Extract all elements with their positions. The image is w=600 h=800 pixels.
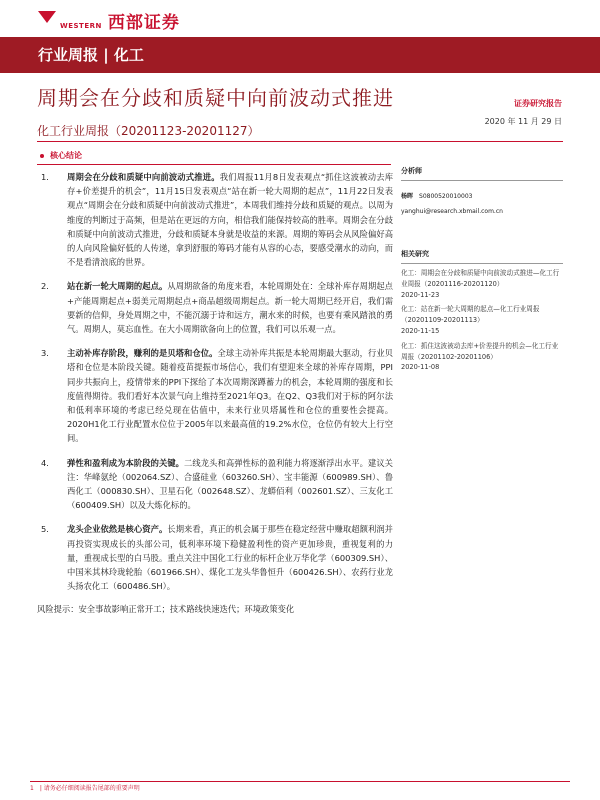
list-item <box>37 346 393 445</box>
related-title[interactable]: 化工：周期会在分歧和质疑中向前波动式推进—化工行业周报（20201116-20201120） <box>401 269 560 288</box>
item-number: 5. <box>41 524 49 535</box>
page-number: 1 <box>30 785 34 792</box>
report-subtitle: 化工行业周报（20201123-20201127） <box>37 124 260 138</box>
section-heading <box>40 150 82 161</box>
divider <box>37 141 563 142</box>
brand-en: WESTERN <box>60 21 102 30</box>
analyst-email-link[interactable]: yanghui@research.xbmail.com.cn <box>401 208 503 215</box>
logo-triangle-icon <box>38 11 56 23</box>
analyst-id: S0800520010003 <box>419 193 473 200</box>
item-lead: 龙头企业依然是核心资产。 <box>67 524 168 535</box>
related-item[interactable] <box>401 341 563 373</box>
related-date: 2020-11-08 <box>401 363 440 372</box>
item-lead: 站在新一轮大周期的起点。 <box>67 281 168 292</box>
footer: 1 | 请务必仔细阅读报告尾部的重要声明 <box>30 785 140 792</box>
report-type: 证券研究报告 <box>514 99 562 108</box>
report-date: 2020 年 11 月 29 日 <box>484 117 562 126</box>
item-text <box>67 346 393 445</box>
analyst-info <box>401 189 563 219</box>
related-title[interactable]: 化工：抓住这波被动去库+价差提升的机会—化工行业周报（20201102-20201106） <box>401 341 559 361</box>
item-number: 1. <box>41 172 49 182</box>
related-heading: 相关研究 <box>401 249 563 264</box>
bullet-icon <box>40 154 44 158</box>
item-lead: 弹性和盈利成为本阶段的关键。 <box>67 457 185 468</box>
item-body: 长期来看，真正的机会属于那些在稳定经营中赚取超额利润并再投资实现成长的头部公司，低利率环境下稳健盈利性的资产更加珍贵，重视复利的力量，重视成长型的白马股。重点关注中国化工行业的标杆企业万华化学（600309.SH）、中国米其林玲珑轮胎（601966.SH）、煤化工龙头华鲁恒升（600426.SH）、农药行业龙头扬农化工（600486.SH）。 <box>67 524 393 592</box>
item-body: 从周期欲备的角度来看，本轮周期处在：全球补库存周期起点+产能周期起点+弱美元周期起点+商品超级周期起点。新一轮大周期已经开启，我们需要新的信仰，身处周期之中，不能沉溺于诗和远方，潮水来的时候，也要有乘风踏浪的勇气。周期人，莫忘血性。在大小周期欲备向上的位置，我们可以乐观一点。 <box>67 281 393 335</box>
section-divider <box>37 164 391 165</box>
item-number: 4. <box>41 457 49 468</box>
item-lead: 主动补库存阶段，赚利的是贝塔和仓位。 <box>67 348 218 359</box>
list-item <box>37 522 393 593</box>
item-body: 全球主动补库共振是本轮周期最大驱动，行业贝塔和仓位是本阶段关键。随着疫苗提振市场信心，我们有望迎来全球的补库存周期，PPI同步共振向上，疫情带来的PPI下探给了本次周期深蹲蓄力的机会，本轮周期的强度和长度值得期待。我们看好本次景气向上维持至2021年Q3。在Q2、Q3我们对于标的阿尔法和低利率环境的考虑已经兑现在估值中，未来行业贝塔属性和仓位的重要性会提高。2020H1化工行业配置水位位于2005年以来最高值的19.2%水位，仓位仍有较大上行空间。 <box>67 348 393 444</box>
item-number: 3. <box>41 348 49 359</box>
footer-divider <box>30 781 570 782</box>
footer-note: 请务必仔细阅读报告尾部的重要声明 <box>43 785 140 792</box>
item-text <box>67 456 393 513</box>
section-title: 核心结论 <box>50 151 82 160</box>
item-body: 我们周报11月8日发表观点“抓住这波被动去库存+价差提升的机会”，11月15日发表观点“站在新一轮大周期的起点”，11月22日发表观点“周期会在分歧和质疑中向前波动式推进”，本周我们维持分歧和质疑的观点。以周为维度的判断过于高频，但是站在更远的方向，相信我们能保持较高的胜率。周期会在分歧和质疑中向前波动式推进，分歧和质疑本身就是收益的来源。周期的筹码会从风险偏好高的人向风险偏好低的人传递，拿到舒服的筹码才能有从容的心态，要感受潮水的动向，而不是看清浪底的世界。 <box>67 172 393 268</box>
list-item <box>37 279 393 336</box>
list-item <box>37 170 393 269</box>
item-number: 2. <box>41 281 49 292</box>
header-banner <box>0 37 600 73</box>
sidebar <box>401 166 563 373</box>
related-date: 2020-11-15 <box>401 326 440 335</box>
brand-logo <box>38 8 180 33</box>
related-date: 2020-11-23 <box>401 290 440 299</box>
analyst-name: 杨晖 <box>401 193 414 200</box>
list-item <box>37 456 393 513</box>
item-lead: 周期会在分歧和质疑中向前波动式推进。 <box>67 172 220 182</box>
main-content <box>37 170 393 616</box>
related-item[interactable] <box>401 304 563 336</box>
item-body: 二线龙头和高弹性标的盈利能力将逐渐浮出水平。建议关注：华峰氨纶（002064.SZ）、合盛硅业（603260.SH）、宝丰能源（600989.SH）、鲁西化工（000830.SH）、卫星石化（002648.SZ）、龙蟒佰利（002601.SZ）、三友化工（600409.SH）以及大炼化标的。 <box>67 457 393 511</box>
item-text <box>67 170 393 269</box>
brand-cn: 西部证券 <box>107 13 180 33</box>
related-item[interactable] <box>401 268 563 300</box>
analyst-heading: 分析师 <box>401 166 563 181</box>
risk-warning: 风险提示：安全事故影响正常开工；技术路线快速迭代；环境政策变化 <box>37 604 295 615</box>
related-title[interactable]: 化工：站在新一轮大周期的起点—化工行业周报（20201109-20201113） <box>401 305 540 325</box>
item-text <box>67 522 393 593</box>
item-text <box>67 279 393 336</box>
banner-text: 行业周报 | 化工 <box>38 46 144 64</box>
page-title: 周期会在分歧和质疑中向前波动式推进 <box>37 86 394 110</box>
